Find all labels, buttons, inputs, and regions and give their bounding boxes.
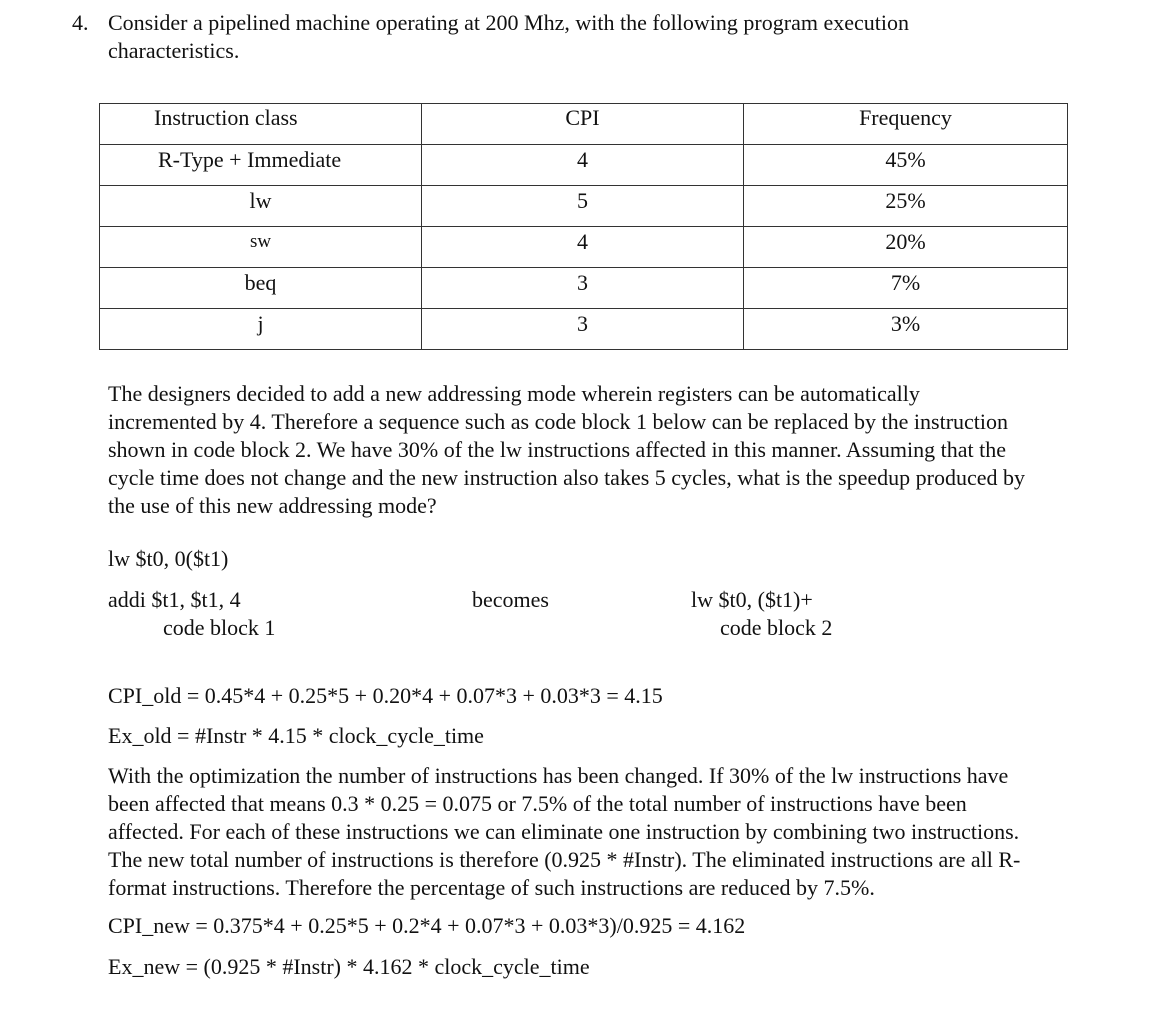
description-line: cycle time does not change and the new instruction also takes 5 cycles, what is the speedup produced by (108, 465, 1026, 490)
cpi-new-equation: CPI_new = 0.375*4 + 0.25*5 + 0.2*4 + 0.07*3 + 0.03*3)/0.925 = 4.162 (108, 913, 746, 938)
row-frequency: 7% (744, 268, 1068, 309)
explanation-line: The new total number of instructions is therefore (0.925 * #Instr). The eliminated instructions are all R- (108, 847, 1021, 872)
table-row (100, 268, 1068, 309)
code-block-1-line-2: addi $t1, $t1, 4 (108, 587, 241, 612)
table-row (100, 186, 1068, 227)
row-cpi: 5 (422, 186, 744, 227)
row-frequency: 20% (744, 227, 1068, 268)
row-cpi: 4 (422, 145, 744, 186)
header-cpi: CPI (422, 104, 744, 145)
solution-explanation (108, 762, 1138, 902)
table-row (100, 227, 1068, 268)
description-line: The designers decided to add a new addressing mode wherein registers can be automatically (108, 381, 920, 406)
description-line: the use of this new addressing mode? (108, 493, 437, 518)
table-row (100, 145, 1068, 186)
row-cpi: 3 (422, 309, 744, 350)
explanation-line: With the optimization the number of instructions has been changed. If 30% of the lw instructions have (108, 763, 1009, 788)
code-block-1-line-1: lw $t0, 0($t1) (108, 546, 229, 571)
question-number: 4. (72, 10, 89, 35)
row-class: lw (100, 186, 422, 227)
instruction-class-table (99, 103, 1068, 350)
cpi-old-equation: CPI_old = 0.45*4 + 0.25*5 + 0.20*4 + 0.07*3 + 0.03*3 = 4.15 (108, 683, 663, 708)
ex-old-equation: Ex_old = #Instr * 4.15 * clock_cycle_time (108, 723, 484, 748)
row-class: beq (100, 268, 422, 309)
question-line-2: characteristics. (108, 38, 240, 63)
table-row (100, 309, 1068, 350)
row-frequency: 25% (744, 186, 1068, 227)
question-line-1: Consider a pipelined machine operating at 200 Mhz, with the following program execution (108, 10, 909, 35)
row-cpi: 3 (422, 268, 744, 309)
description-line: shown in code block 2. We have 30% of the lw instructions affected in this manner. Assuming that the (108, 437, 1007, 462)
description-paragraph (108, 380, 1128, 520)
explanation-line: affected. For each of these instructions we can eliminate one instruction by combining two instructions. (108, 819, 1020, 844)
table-header-row (100, 104, 1068, 145)
explanation-line: format instructions. Therefore the percentage of such instructions are reduced by 7.5%. (108, 875, 875, 900)
code-block-2-line-1: lw $t0, ($t1)+ (691, 587, 813, 612)
becomes-label: becomes (472, 587, 549, 612)
explanation-line: been affected that means 0.3 * 0.25 = 0.075 or 7.5% of the total number of instructions have been (108, 791, 967, 816)
header-frequency: Frequency (744, 104, 1068, 145)
row-frequency: 45% (744, 145, 1068, 186)
header-instruction-class: Instruction class (100, 104, 422, 145)
code-block-2-label: code block 2 (720, 615, 833, 640)
question-text (108, 9, 1048, 65)
row-frequency: 3% (744, 309, 1068, 350)
row-cpi: 4 (422, 227, 744, 268)
description-line: incremented by 4. Therefore a sequence such as code block 1 below can be replaced by the instruction (108, 409, 1009, 434)
row-class: j (100, 309, 422, 350)
ex-new-equation: Ex_new = (0.925 * #Instr) * 4.162 * clock_cycle_time (108, 954, 590, 979)
row-class: sw (100, 227, 422, 268)
code-block-1-label: code block 1 (163, 615, 276, 640)
row-class: R-Type + Immediate (100, 145, 422, 186)
